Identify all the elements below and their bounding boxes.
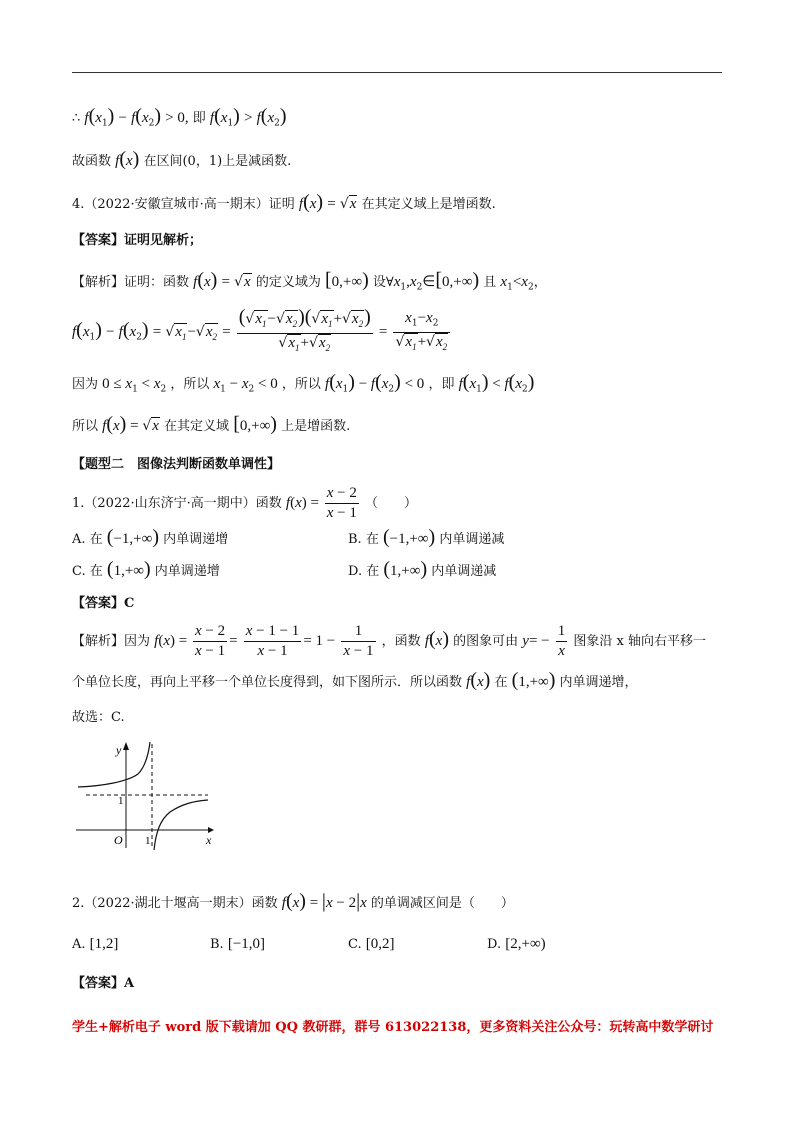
q4-and-text: 且 (483, 275, 497, 290)
ie-text: 即 (192, 111, 206, 126)
because-text: 因为 (72, 377, 99, 392)
q4-title-suffix: 在其定义域上是增函数. (361, 197, 496, 212)
option-a-text: 内单调递增 (163, 532, 229, 547)
curve-left-branch (78, 742, 150, 787)
q2-option-b[interactable] (210, 934, 265, 955)
q2-option-c-value: [0,2] (365, 936, 395, 952)
so-text-2: ，所以 (281, 377, 321, 392)
conclusion-prefix: 所以 (72, 419, 99, 434)
intro-line-2: 故函数 f(x) 在区间(0，1)上是减函数. (72, 148, 292, 170)
option-d-text: 内单调递减 (431, 564, 497, 579)
q4-answer: 【答案】证明见解析； (72, 233, 203, 248)
q1-answer: 【答案】C (72, 596, 135, 611)
q2-option-b-label: B. (210, 937, 224, 952)
q4-analysis-label: 【解析】证明：函数 (72, 275, 190, 290)
option-b-text: 内单调递减 (439, 532, 505, 547)
curve-right-branch (154, 800, 208, 850)
intro-line-1: ∴ $f(x_1) - f(x_2) > 0$, 即 $f(x_1) > f(x_2)$ (72, 105, 287, 129)
q2-answer: 【答案】A (72, 976, 135, 991)
option-a-label: A. 在 (72, 532, 103, 547)
header-rule (72, 72, 722, 73)
q4-analysis: 【解析】证明：函数 f(x) = √x 的定义域为 [0,+∞) 设$\forall x_1,x_2\in[0,+\infty)$ 且 $x_1<x_2$， (72, 269, 547, 293)
q2-option-d-value: [2,+∞) (505, 936, 546, 952)
q4-title: 4.（2022·安徽宣城市·高一期末）证明 f(x) = √x 在其定义域上是增函数. (72, 191, 496, 213)
q1-analysis-mid2: 的图象可由 (453, 634, 519, 649)
q2-option-a[interactable] (72, 934, 118, 955)
q2-title: 2.（2022·湖北十堰高一期末）函数 f(x) = |x − 2|x 的单调减区间是（ ） (72, 890, 514, 912)
q1-analysis: 【解析】因为 f(x) = $\frac{x - 2}{x - 1}$ = $\frac{x - 1 - 1}{x - 1}$ = 1 − $\frac{1}{x - 1}$ ，函数 f(x) 的图象可由 y= − $\frac{1}{x}$ 图象沿 x 轴向右平移一 (72, 623, 707, 659)
x-tick-label: 1 (145, 835, 151, 847)
intro-suffix: 在区间(0，1)上是减函数. (143, 154, 292, 169)
x-axis-label: x (206, 833, 212, 847)
q1-choice: 故选：C. (72, 710, 125, 725)
q4-let-text: 设∀ (372, 275, 394, 290)
q2-option-c-label: C. (348, 937, 362, 952)
q1-title-prefix: 1.（2022·山东济宁·高一期中）函数 (72, 496, 282, 511)
q1-option-d[interactable]: D. 在 (1,+∞) 内单调递减 (348, 558, 497, 580)
q4-conclusion: 所以 f(x) = √x 在其定义域 [0,+∞) 上是增函数. (72, 413, 351, 435)
q1-title: 1.（2022·山东济宁·高一期中）函数 f(x) = $\frac{x - 2}{x - 1}$ （ ） (72, 485, 418, 521)
q2-option-c[interactable] (348, 934, 395, 955)
q2-option-a-value: [1,2] (89, 936, 119, 952)
option-c-text: 内单调递增 (154, 564, 220, 579)
intro-prefix: 故函数 (72, 154, 112, 169)
q4-domain-text: 的定义域为 (255, 275, 321, 290)
origin-label: O (114, 833, 123, 847)
therefore-symbol: ∴ (72, 111, 81, 126)
q2-title-prefix: 2.（2022·湖北十堰高一期末）函数 (72, 896, 278, 911)
q4-title-prefix: 4.（2022·安徽宣城市·高一期末）证明 (72, 197, 295, 212)
q2-option-d-label: D. (487, 937, 502, 952)
q4-difference-equation: $f(x_1) - f(x_2) = √x_1-√x_2$ = $\frac{(√x_1-√x_2)(√x_1+√x_2)}{√x_1+√x_2}$ = $\frac{x_1-x_2}{√x_1+√x_2}$ (72, 308, 452, 357)
q1-option-a[interactable]: A. 在 (−1,+∞) 内单调递增 (72, 526, 229, 548)
function-graph (72, 738, 222, 850)
q1-analysis-prefix: 【解析】因为 (72, 634, 151, 649)
conclusion-suffix: 上是增函数. (281, 419, 351, 434)
q1-paren: （ ） (365, 496, 418, 511)
q1-analysis-tail: 图象沿 x 轴向右平移一 (573, 634, 707, 649)
so-text-1: ，所以 (170, 377, 210, 392)
option-c-label: C. 在 (72, 564, 103, 579)
q1-analysis-mid: ，函数 (381, 634, 421, 649)
q1-analysis-line2-mid: 在 (494, 675, 508, 690)
q2-option-d[interactable] (487, 934, 546, 955)
q4-because: 因为 $0 \le x_1 < x_2$ ，所以 $x_1 - x_2 < 0$ ，所以 $f(x_1) - f(x_2) < 0$ ，即 $f(x_1) < f(x_2)$ (72, 371, 535, 395)
q2-title-suffix: 的单调减区间是（ ） (370, 896, 514, 911)
ie-text-2: ，即 (428, 377, 455, 392)
q1-analysis-line2-suffix: 内单调递增， (559, 675, 638, 690)
option-b-label: B. 在 (348, 532, 379, 547)
q1-analysis-line2-prefix: 个单位长度，再向上平移一个单位长度得到，如下图所示．所以函数 (72, 675, 463, 690)
option-d-label: D. 在 (348, 564, 380, 579)
q1-option-c[interactable]: C. 在 (1,+∞) 内单调递增 (72, 558, 220, 580)
q2-option-a-label: A. (72, 937, 86, 952)
q1-analysis-line-2: 个单位长度，再向上平移一个单位长度得到，如下图所示．所以函数 f(x) 在 (1,+∞) 内单调递增， (72, 669, 638, 691)
y-tick-label: 1 (118, 795, 124, 807)
footer-notice: 学生+解析电子 word 版下载请加 QQ 教研群，群号 613022138，更多资料关注公众号：玩转高中数学研讨 (72, 1020, 714, 1035)
y-axis-label: y (116, 743, 122, 757)
conclusion-mid: 在其定义域 (164, 419, 230, 434)
q1-option-b[interactable]: B. 在 (−1,+∞) 内单调递减 (348, 526, 505, 548)
y-axis-arrow-icon (123, 742, 129, 750)
q2-option-b-value: [−1,0] (227, 936, 266, 952)
section-2-title: 【题型二 图像法判断函数单调性】 (72, 457, 281, 472)
